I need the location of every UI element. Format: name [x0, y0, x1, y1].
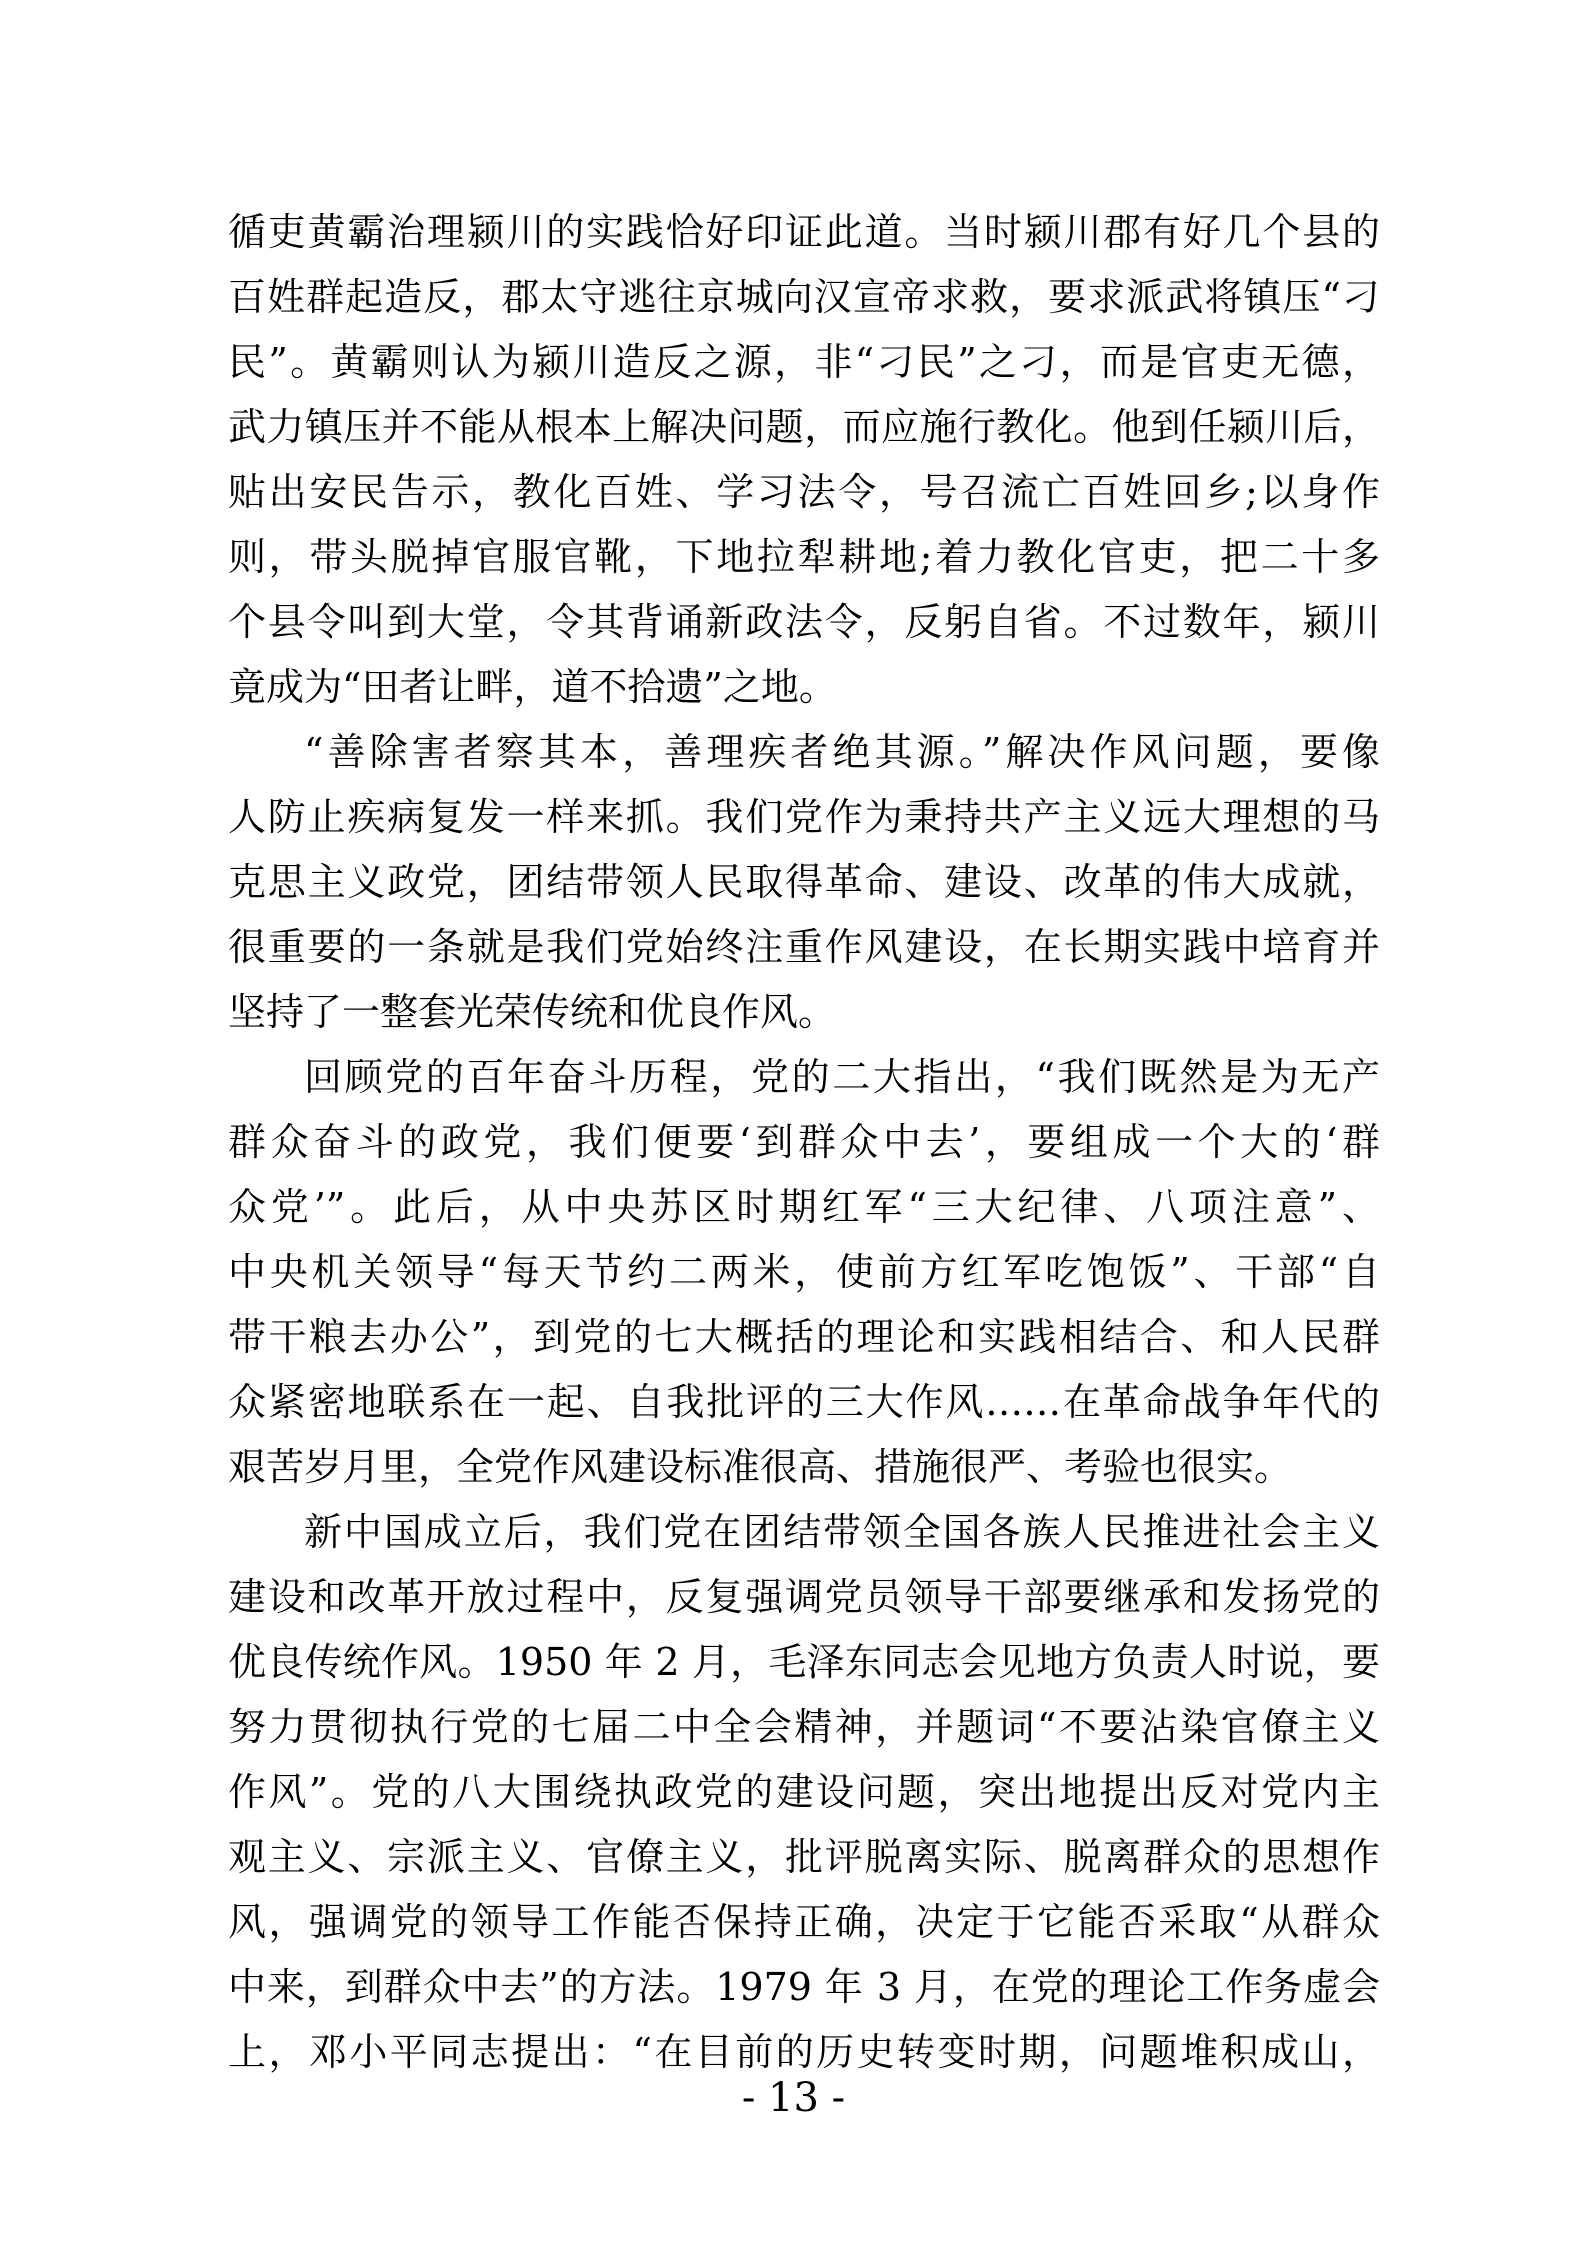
- text-line: 众紧密地联系在一起、自我批评的三大作风……在革命战争年代的: [228, 1380, 1380, 1424]
- text-line: 带干粮去办公”，到党的七大概括的理论和实践相结合、和人民群: [228, 1315, 1380, 1359]
- text-line: 人防止疾病复发一样来抓。我们党作为秉持共产主义远大理想的马: [228, 795, 1380, 839]
- text-line: 克思主义政党，团结带领人民取得革命、建设、改革的伟大成就，: [228, 860, 1380, 904]
- text-line: 循吏黄霸治理颍川的实践恰好印证此道。当时颍川郡有好几个县的: [228, 210, 1380, 254]
- text-line: 贴出安民告示，教化百姓、学习法令，号召流亡百姓回乡;以身作: [228, 470, 1380, 514]
- text-line: 努力贯彻执行党的七届二中全会精神，并题词“不要沾染官僚主义: [228, 1705, 1380, 1749]
- text-line: “善除害者察其本，善理疾者绝其源。”解决作风问题，要像: [304, 730, 1380, 774]
- text-line: 优良传统作风。1950 年 2 月，毛泽东同志会见地方负责人时说，要: [228, 1640, 1380, 1684]
- text-line: 坚持了一整套光荣传统和优良作风。: [228, 990, 837, 1034]
- text-line: 群众奋斗的政党，我们便要‘到群众中去’，要组成一个大的‘群: [228, 1120, 1380, 1164]
- text-line: 民”。黄霸则认为颍川造反之源，非“刁民”之刁，而是官吏无德，: [228, 340, 1380, 384]
- text-line: 风，强调党的领导工作能否保持正确，决定于它能否采取“从群众: [228, 1900, 1380, 1944]
- text-line: 竟成为“田者让畔，道不拾遗”之地。: [228, 665, 837, 709]
- paragraph: [228, 1045, 1380, 1500]
- text-line: 中央机关领导“每天节约二两米，使前方红军吃饱饭”、干部“自: [228, 1250, 1380, 1294]
- text-line: 艰苦岁月里，全党作风建设标准很高、措施很严、考验也很实。: [228, 1445, 1293, 1489]
- text-line: 个县令叫到大堂，令其背诵新政法令，反躬自省。不过数年，颍川: [228, 600, 1380, 644]
- text-line: 上，邓小平同志提出：“在目前的历史转变时期，问题堆积成山，: [228, 2030, 1380, 2074]
- text-line: 则，带头脱掉官服官靴，下地拉犁耕地;着力教化官吏，把二十多: [228, 535, 1380, 579]
- page-number: - 13 -: [741, 2075, 846, 2121]
- document-body: [228, 200, 1380, 2085]
- paragraph: [228, 1500, 1380, 2085]
- text-line: 百姓群起造反，郡太守逃往京城向汉宣帝求救，要求派武将镇压“刁: [228, 275, 1380, 319]
- paragraph: [228, 720, 1380, 1045]
- text-line: 很重要的一条就是我们党始终注重作风建设，在长期实践中培育并: [228, 925, 1380, 969]
- text-line: 作风”。党的八大围绕执政党的建设问题，突出地提出反对党内主: [228, 1770, 1380, 1814]
- text-line: 观主义、宗派主义、官僚主义，批评脱离实际、脱离群众的思想作: [228, 1835, 1380, 1879]
- paragraph: [228, 200, 1380, 720]
- text-line: 众党’”。此后，从中央苏区时期红军“三大纪律、八项注意”、: [228, 1185, 1380, 1229]
- text-line: 回顾党的百年奋斗历程，党的二大指出，“我们既然是为无产: [304, 1055, 1380, 1099]
- text-line: 新中国成立后，我们党在团结带领全国各族人民推进社会主义: [304, 1510, 1380, 1554]
- text-line: 建设和改革开放过程中，反复强调党员领导干部要继承和发扬党的: [228, 1575, 1380, 1619]
- text-line: 中来，到群众中去”的方法。1979 年 3 月，在党的理论工作务虚会: [228, 1965, 1380, 2009]
- text-line: 武力镇压并不能从根本上解决问题，而应施行教化。他到任颍川后，: [228, 405, 1380, 449]
